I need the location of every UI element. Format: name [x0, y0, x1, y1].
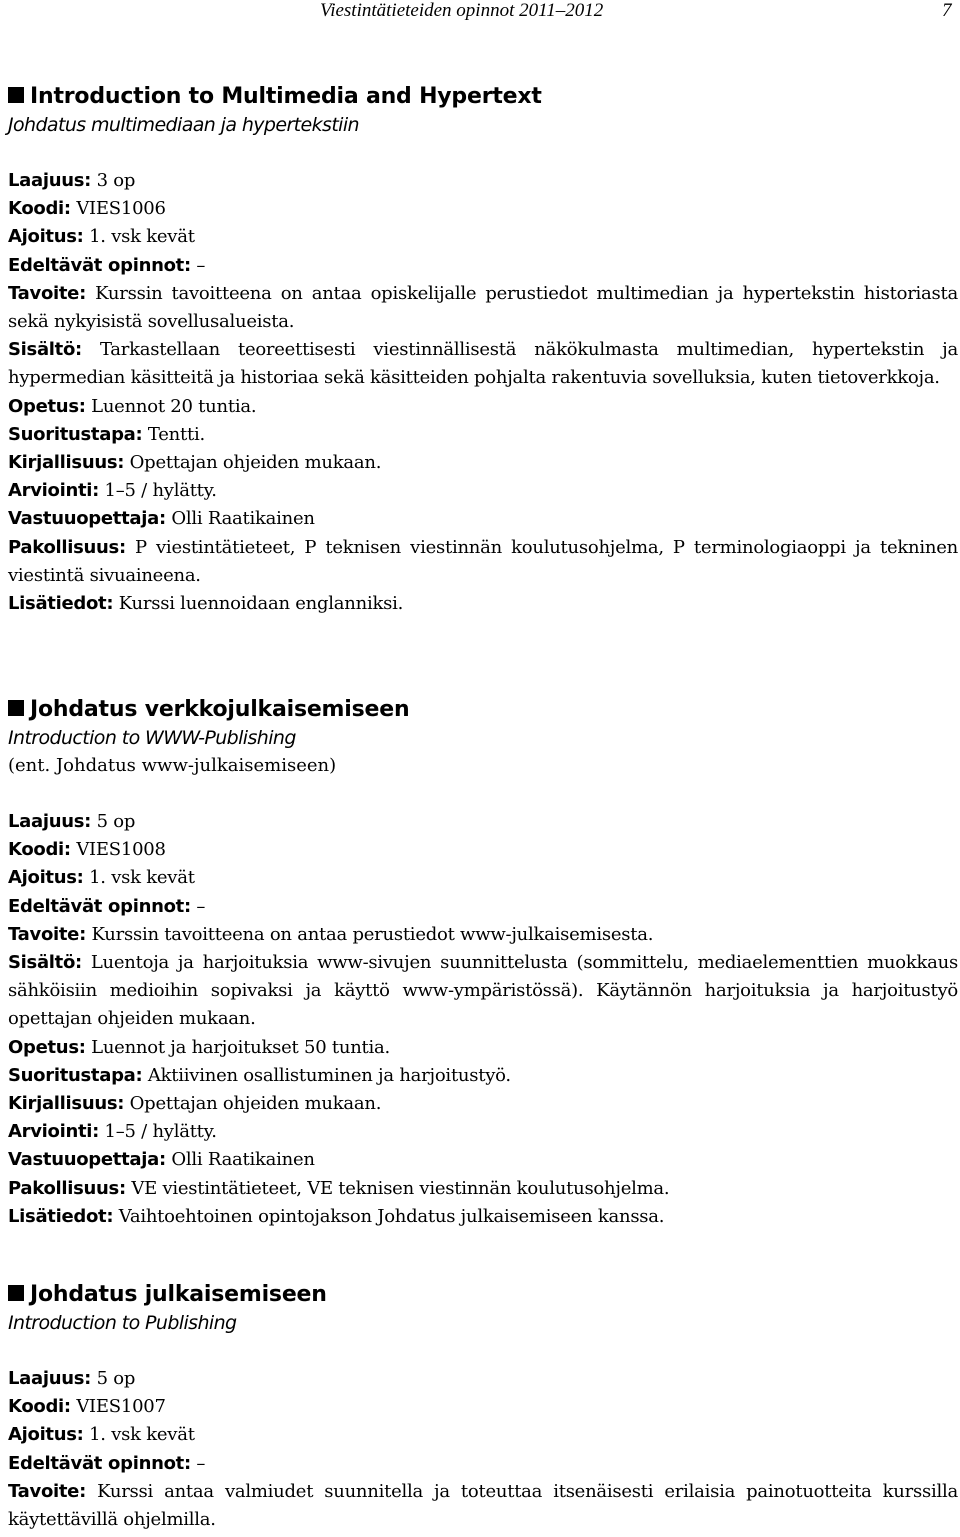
- field-opetus: [8, 393, 958, 421]
- course-title: [8, 1281, 958, 1309]
- field-value: Kurssin tavoitteena on antaa perustiedot www-julkaisemisesta.: [91, 923, 654, 945]
- field-laajuus: [8, 808, 958, 836]
- field-value: Luentoja ja harjoituksia www-sivujen suunnittelusta (sommittelu, mediaelementtien muokkaus sähköisiin medioihin sopivaksi ja käyttö www-ympäristössä). Käytännön harjoituksia ja harjoitustyö opettajan ohjeiden mukaan.: [8, 952, 958, 1030]
- field-label: Sisältö:: [8, 952, 82, 974]
- course-title-text: Introduction to Multimedia and Hypertext: [30, 84, 542, 109]
- bullet-square-icon: [8, 1285, 24, 1301]
- field-value: 5 op: [96, 1368, 136, 1389]
- field-label: Arviointi:: [8, 480, 100, 502]
- field-value: 1–5 / hylätty.: [104, 1121, 217, 1143]
- field-label: Edeltävät opinnot:: [8, 1452, 191, 1474]
- field-ajoitus: [8, 223, 958, 251]
- field-lisatiedot: [8, 590, 958, 618]
- bullet-square-icon: [8, 87, 24, 103]
- field-label: Ajoitus:: [8, 226, 84, 248]
- field-suoritustapa: [8, 1062, 958, 1090]
- field-edeltavat: [8, 252, 958, 280]
- field-label: Koodi:: [8, 1396, 71, 1418]
- field-label: Ajoitus:: [8, 867, 84, 889]
- field-value: Tentti.: [147, 423, 205, 445]
- page-number: 7: [942, 0, 952, 21]
- course-subtitle: Introduction to Publishing: [8, 1312, 237, 1334]
- field-value: VE viestintätieteet, VE teknisen viestinnän koulutusohjelma.: [131, 1177, 670, 1199]
- field-label: Koodi:: [8, 839, 71, 861]
- field-value: Vaihtoehtoinen opintojakson Johdatus julkaisemiseen kanssa.: [118, 1205, 665, 1227]
- field-label: Suoritustapa:: [8, 1064, 143, 1086]
- field-sisalto: [8, 336, 958, 392]
- field-arviointi: [8, 477, 958, 505]
- field-ajoitus: [8, 864, 958, 892]
- field-label: Tavoite:: [8, 1480, 86, 1502]
- field-label: Laajuus:: [8, 170, 92, 191]
- field-value: Luennot 20 tuntia.: [91, 395, 257, 417]
- field-label: Laajuus:: [8, 811, 92, 832]
- course-title: [8, 696, 958, 724]
- field-vastuuopettaja: [8, 505, 958, 533]
- field-laajuus: [8, 1365, 958, 1393]
- field-label: Koodi:: [8, 198, 71, 220]
- field-value: 1–5 / hylätty.: [104, 480, 217, 502]
- field-value: 1. vsk kevät: [89, 867, 195, 889]
- field-pakollisuus: [8, 1175, 958, 1203]
- field-tavoite: [8, 280, 958, 336]
- field-value: VIES1008: [76, 839, 166, 861]
- course-section: [8, 1281, 958, 1534]
- field-label: Suoritustapa:: [8, 423, 143, 445]
- field-value: –: [196, 254, 206, 276]
- field-label: Sisältö:: [8, 339, 82, 361]
- field-label: Edeltävät opinnot:: [8, 895, 191, 917]
- field-value: Kurssi antaa valmiudet suunnitella ja toteuttaa itsenäisesti erilaisia painotuotteita kurssilla käytettävillä ohjelmilla.: [8, 1480, 958, 1531]
- field-label: Arviointi:: [8, 1121, 100, 1143]
- field-value: Olli Raatikainen: [171, 1149, 315, 1171]
- field-value: Kurssin tavoitteena on antaa opiskelijalle perustiedot multimedian ja hypertekstin historiasta sekä nykyisistä sovellusalueista.: [8, 282, 958, 333]
- field-opetus: [8, 1034, 958, 1062]
- field-tavoite: [8, 921, 958, 949]
- field-value: VIES1006: [76, 198, 166, 220]
- field-value: Kurssi luennoidaan englanniksi.: [118, 593, 404, 615]
- field-label: Tavoite:: [8, 923, 86, 945]
- field-arviointi: [8, 1118, 958, 1146]
- field-value: –: [196, 1452, 206, 1474]
- course-fields: [8, 1365, 958, 1534]
- course-section: [8, 696, 958, 1231]
- field-label: Opetus:: [8, 1036, 86, 1058]
- field-label: Edeltävät opinnot:: [8, 254, 191, 276]
- field-value: P viestintätieteet, P teknisen viestinnän koulutusohjelma, P terminologiaoppi ja tekninen viestintä sivuaineena.: [8, 536, 958, 586]
- field-pakollisuus: [8, 534, 958, 590]
- field-value: Opettajan ohjeiden mukaan.: [129, 1093, 382, 1115]
- running-header: [0, 0, 960, 24]
- field-label: Kirjallisuus:: [8, 1093, 125, 1115]
- field-lisatiedot: [8, 1203, 958, 1231]
- field-edeltavat: [8, 1450, 958, 1478]
- field-value: 3 op: [96, 170, 136, 191]
- field-koodi: [8, 195, 958, 223]
- field-kirjallisuus: [8, 449, 958, 477]
- course-fields: [8, 808, 958, 1231]
- field-value: 5 op: [96, 811, 136, 832]
- field-label: Vastuuopettaja:: [8, 508, 166, 530]
- field-label: Vastuuopettaja:: [8, 1149, 166, 1171]
- field-value: 1. vsk kevät: [89, 226, 195, 248]
- field-label: Laajuus:: [8, 1368, 92, 1389]
- field-suoritustapa: [8, 421, 958, 449]
- field-label: Pakollisuus:: [8, 536, 126, 558]
- course-section: [8, 83, 958, 618]
- field-value: VIES1007: [76, 1396, 166, 1418]
- field-value: Opettajan ohjeiden mukaan.: [129, 452, 382, 474]
- course-title: [8, 83, 958, 111]
- course-former-name: (ent. Johdatus www-julkaisemiseen): [8, 755, 337, 776]
- field-koodi: [8, 1393, 958, 1421]
- course-fields: [8, 167, 958, 618]
- field-value: –: [196, 895, 206, 917]
- field-value: Olli Raatikainen: [171, 508, 315, 530]
- field-laajuus: [8, 167, 958, 195]
- field-label: Ajoitus:: [8, 1424, 84, 1446]
- field-edeltavat: [8, 893, 958, 921]
- field-label: Kirjallisuus:: [8, 452, 125, 474]
- header-title: Viestintätieteiden opinnot 2011–2012: [320, 0, 604, 21]
- field-value: Aktiivinen osallistuminen ja harjoitustyö.: [147, 1064, 511, 1086]
- field-value: Luennot ja harjoitukset 50 tuntia.: [91, 1036, 391, 1058]
- field-koodi: [8, 836, 958, 864]
- course-title-text: Johdatus verkkojulkaisemiseen: [30, 697, 410, 722]
- field-label: Lisätiedot:: [8, 1205, 114, 1227]
- course-title-text: Johdatus julkaisemiseen: [30, 1282, 327, 1307]
- course-subtitle: Johdatus multimediaan ja hypertekstiin: [8, 114, 359, 136]
- field-ajoitus: [8, 1421, 958, 1449]
- field-label: Opetus:: [8, 395, 86, 417]
- bullet-square-icon: [8, 700, 24, 716]
- field-kirjallisuus: [8, 1090, 958, 1118]
- course-subtitle: Introduction to WWW-Publishing: [8, 727, 296, 749]
- field-tavoite: [8, 1478, 958, 1534]
- field-vastuuopettaja: [8, 1146, 958, 1174]
- field-value: 1. vsk kevät: [89, 1424, 195, 1446]
- field-label: Tavoite:: [8, 282, 86, 304]
- field-value: Tarkastellaan teoreettisesti viestinnällisestä näkökulmasta multimedian, hypertekstin ja hypermedian käsitteitä ja historiaa sekä käsitteiden pohjalta rakentuvia sovelluksia, kuten tietoverkkoja.: [8, 339, 958, 389]
- field-label: Pakollisuus:: [8, 1177, 126, 1199]
- field-sisalto: [8, 949, 958, 1034]
- field-label: Lisätiedot:: [8, 593, 114, 615]
